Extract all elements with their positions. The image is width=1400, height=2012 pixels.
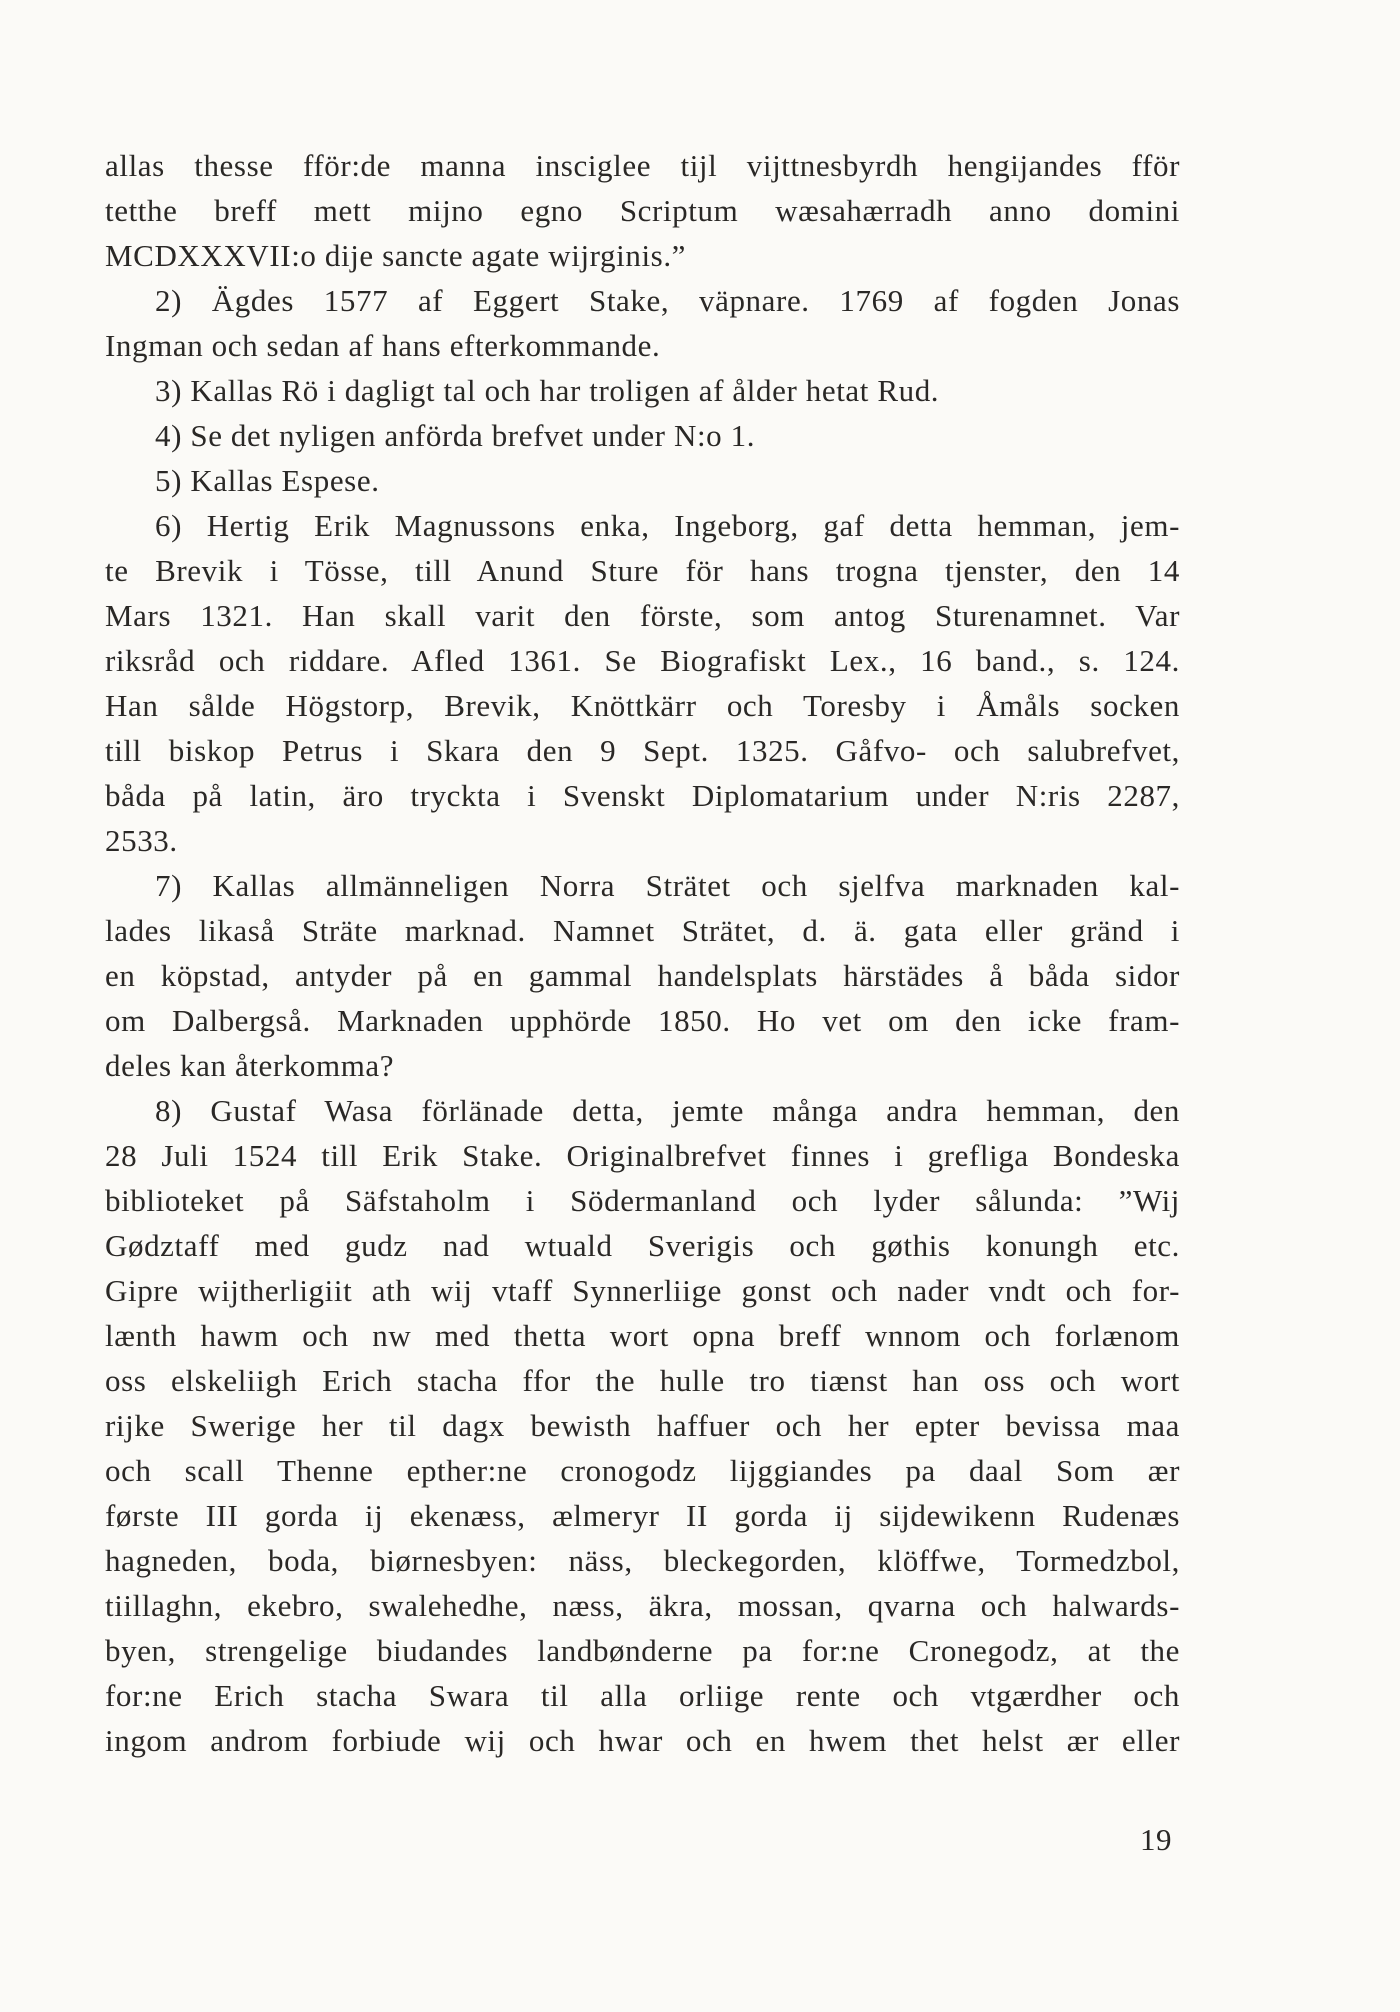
text-line: ingom androm forbiude wij och hwar och en hwem thet helst ær eller <box>105 1723 1180 1758</box>
text-line: deles kan återkomma? <box>105 1048 395 1083</box>
page-body-text <box>105 143 1180 1763</box>
page-number: 19 <box>1140 1822 1172 1857</box>
text-line: om Dalbergså. Marknaden upphörde 1850. Ho vet om den icke fram- <box>105 1003 1180 1038</box>
text-line: och scall Thenne epther:ne cronogodz lijggiandes pa daal Som ær <box>105 1453 1180 1488</box>
text-line: Han sålde Högstorp, Brevik, Knöttkärr och Toresby i Åmåls socken <box>105 688 1180 723</box>
text-line: første III gorda ij ekenæss, ælmeryr II gorda ij sijdewikenn Rudenæs <box>105 1498 1180 1533</box>
text-line: lænth hawm och nw med thetta wort opna breff wnnom och forlænom <box>105 1318 1180 1353</box>
text-line: 3) Kallas Rö i dagligt tal och har troligen af ålder hetat Rud. <box>155 373 940 408</box>
text-line: Gødztaff med gudz nad wtuald Sverigis och gøthis konungh etc. <box>105 1228 1180 1263</box>
text-line: tetthe breff mett mijno egno Scriptum wæsahærradh anno domini <box>105 193 1180 228</box>
text-line: en köpstad, antyder på en gammal handelsplats härstädes å båda sidor <box>105 958 1180 993</box>
text-line: biblioteket på Säfstaholm i Södermanland och lyder sålunda: ”Wij <box>105 1183 1180 1218</box>
text-line: Mars 1321. Han skall varit den förste, som antog Sturenamnet. Var <box>105 598 1180 633</box>
text-line: 2) Ägdes 1577 af Eggert Stake, väpnare. 1769 af fogden Jonas <box>155 283 1180 318</box>
text-line: 28 Juli 1524 till Erik Stake. Originalbrefvet finnes i grefliga Bondeska <box>105 1138 1180 1173</box>
text-line: rijke Swerige her til dagx bewisth haffuer och her epter bevissa maa <box>105 1408 1180 1443</box>
text-line: riksråd och riddare. Afled 1361. Se Biografiskt Lex., 16 band., s. 124. <box>105 643 1180 678</box>
text-line: lades likaså Sträte marknad. Namnet Strätet, d. ä. gata eller gränd i <box>105 913 1180 948</box>
text-line: MCDXXXVII:o dije sancte agate wijrginis.” <box>105 238 687 273</box>
text-line: tiillaghn, ekebro, swalehedhe, næss, äkra, mossan, qvarna och halwards- <box>105 1588 1180 1623</box>
text-line: Gipre wijtherligiit ath wij vtaff Synnerliige gonst och nader vndt och for- <box>105 1273 1180 1308</box>
text-line: byen, strengelige biudandes landbønderne pa for:ne Cronegodz, at the <box>105 1633 1180 1668</box>
text-line: hagneden, boda, biørnesbyen: näss, bleckegorden, klöffwe, Tormedzbol, <box>105 1543 1180 1578</box>
text-line: båda på latin, äro tryckta i Svenskt Diplomatarium under N:ris 2287, <box>105 778 1180 813</box>
text-line: till biskop Petrus i Skara den 9 Sept. 1325. Gåfvo- och salubrefvet, <box>105 733 1180 768</box>
text-line: for:ne Erich stacha Swara til alla orliige rente och vtgærdher och <box>105 1678 1180 1713</box>
text-line: 5) Kallas Espese. <box>155 463 380 498</box>
text-line: 6) Hertig Erik Magnussons enka, Ingeborg, gaf detta hemman, jem- <box>155 508 1180 543</box>
text-line: Ingman och sedan af hans efterkommande. <box>105 328 661 363</box>
text-line: 8) Gustaf Wasa förlänade detta, jemte många andra hemman, den <box>155 1093 1180 1128</box>
text-line: 7) Kallas allmänneligen Norra Strätet och sjelfva marknaden kal- <box>155 868 1180 903</box>
text-line: te Brevik i Tösse, till Anund Sture för hans trogna tjenster, den 14 <box>105 553 1180 588</box>
text-line: 2533. <box>105 823 178 858</box>
text-line: oss elskeliigh Erich stacha ffor the hulle tro tiænst han oss och wort <box>105 1363 1180 1398</box>
text-line: allas thesse fför:de manna insciglee tijl vijttnesbyrdh hengijandes fför <box>105 148 1180 183</box>
text-line: 4) Se det nyligen anförda brefvet under N:o 1. <box>155 418 756 453</box>
